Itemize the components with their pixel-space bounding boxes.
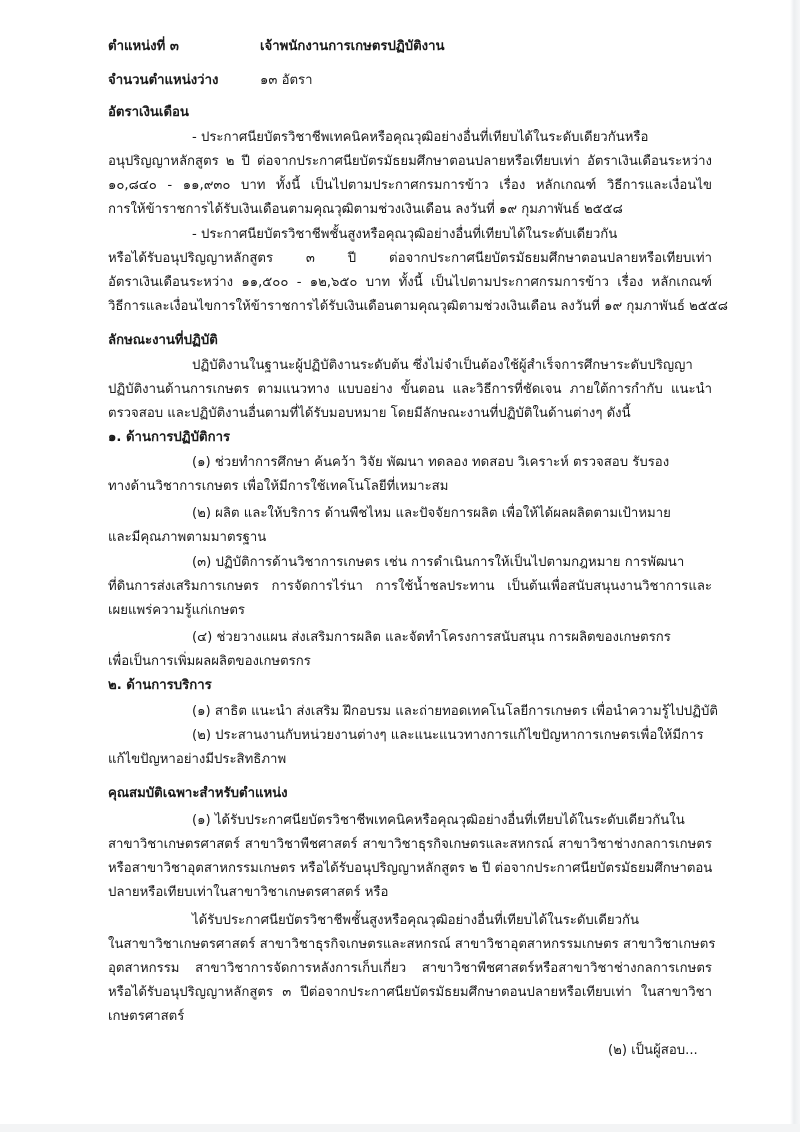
- services-heading: ๒. ด้านการบริการ: [108, 678, 212, 693]
- qualification-line: ได้รับประกาศนียบัตรวิชาชีพชั้นสูงหรือคุณวุฒิอย่างอื่นที่เทียบได้ในระดับเดียวกัน: [192, 913, 640, 928]
- salary-line: อัตราเงินเดือนระหว่าง ๑๑,๕๐๐ - ๑๒,๖๕๐ บาท ทั้งนี้ เป็นไปตามประกาศกรมการข้าว เรื่อง หลักเกณฑ์: [108, 275, 712, 290]
- operations-line: และมีคุณภาพตามมาตรฐาน: [108, 530, 267, 545]
- operations-line: (๒) ผลิต และให้บริการ ด้านพืชไหม และปัจจัยการผลิต เพื่อให้ได้ผลผลิตตามเป้าหมาย: [192, 506, 671, 521]
- qualifications-heading: คุณสมบัติเฉพาะสำหรับตำแหน่ง: [108, 786, 288, 801]
- qualification-line: (๑) ได้รับประกาศนียบัตรวิชาชีพเทคนิคหรือคุณวุฒิอย่างอื่นที่เทียบได้ในระดับเดียวกันใน: [192, 813, 685, 828]
- duties-intro-line: ปฏิบัติงานในฐานะผู้ปฏิบัติงานระดับต้น ซึ่งไม่จำเป็นต้องใช้ผู้สำเร็จการศึกษาระดับปริญญา: [192, 358, 693, 373]
- qualification-line: ในสาขาวิชาเกษตรศาสตร์ สาขาวิชาธุรกิจเกษตรและสหกรณ์ สาขาวิชาอุตสาหกรรมเกษตร สาขาวิชาเกษตร: [108, 937, 716, 952]
- salary-line: วิธีการและเงื่อนไขการให้ข้าราชการได้รับเงินเดือนตามคุณวุฒิตามช่วงเงินเดือน ลงวันที่ ๑๙ กุมภาพันธ์ ๒๕๕๘: [108, 299, 728, 314]
- page-bottom-edge: [0, 1124, 800, 1132]
- vacancy-row: [108, 70, 313, 93]
- page-continuation: (๒) เป็นผู้สอบ...: [608, 1043, 698, 1058]
- position-label: ตำแหน่งที่ ๓: [108, 39, 179, 54]
- qualification-line: อุตสาหกรรม สาขาวิชาการจัดการหลังการเก็บเกี่ยว สาขาวิชาพืชศาสตร์หรือสาขาวิชาช่างกลการเกษตร: [108, 961, 712, 976]
- salary-line: อนุปริญญาหลักสูตร ๒ ปี ต่อจากประกาศนียบัตรมัธยมศึกษาตอนปลายหรือเทียบเท่า อัตราเงินเดือนระหว่าง: [108, 154, 712, 169]
- operations-line: เผยแพร่ความรู้แก่เกษตร: [108, 603, 245, 618]
- qualification-line: หรือสาขาวิชาอุตสาหกรรมเกษตร หรือได้รับอนุปริญญาหลักสูตร ๒ ปี ต่อจากประกาศนียบัตรมัธยมศึกษาตอน: [108, 861, 713, 876]
- page-edge: [790, 0, 800, 1132]
- salary-line: หรือได้รับอนุปริญญาหลักสูตร ๓ ปี ต่อจากประกาศนียบัตรมัธยมศึกษาตอนปลายหรือเทียบเท่า: [108, 251, 712, 266]
- position-title: เจ้าพนักงานการเกษตรปฏิบัติงาน: [260, 39, 445, 54]
- position-row: [108, 36, 445, 59]
- qualification-line: สาขาวิชาเกษตรศาสตร์ สาขาวิชาพืชศาสตร์ สาขาวิชาธุรกิจเกษตรและสหกรณ์ สาขาวิชาช่างกลการเกษตร: [108, 837, 712, 852]
- duties-intro-line: ตรวจสอบ และปฏิบัติงานอื่นตามที่ได้รับมอบหมาย โดยมีลักษณะงานที่ปฏิบัติในด้านต่างๆ ดังนี้: [108, 406, 631, 421]
- salary-line: - ประกาศนียบัตรวิชาชีพชั้นสูงหรือคุณวุฒิอย่างอื่นที่เทียบได้ในระดับเดียวกัน: [192, 227, 618, 242]
- operations-heading: ๑. ด้านการปฏิบัติการ: [108, 430, 231, 445]
- salary-line: ๑๐,๘๔๐ - ๑๑,๙๓๐ บาท ทั้งนี้ เป็นไปตามประกาศกรมการข้าว เรื่อง หลักเกณฑ์ วิธีการและเงื่อนไข: [108, 178, 712, 193]
- operations-line: ที่ดินการส่งเสริมการเกษตร การจัดการไร่นา การใช้น้ำชลประทาน เป็นต้นเพื่อสนับสนุนงานวิชาการและ: [108, 579, 712, 594]
- salary-line: - ประกาศนียบัตรวิชาชีพเทคนิคหรือคุณวุฒิอย่างอื่นที่เทียบได้ในระดับเดียวกันหรือ: [192, 130, 649, 145]
- salary-line: การให้ข้าราชการได้รับเงินเดือนตามคุณวุฒิตามช่วงเงินเดือน ลงวันที่ ๑๙ กุมภาพันธ์ ๒๕๕๘: [108, 202, 623, 217]
- qualification-line: หรือได้รับอนุปริญญาหลักสูตร ๓ ปีต่อจากประกาศนียบัตรมัธยมศึกษาตอนปลายหรือเทียบเท่า ในสาขาวิชา: [108, 985, 712, 1000]
- services-line: แก้ไขปัญหาอย่างมีประสิทธิภาพ: [108, 752, 287, 767]
- services-line: (๑) สาธิต แนะนำ ส่งเสริม ฝึกอบรม และถ่ายทอดเทคโนโลยีการเกษตร เพื่อนำความรู้ไปปฏิบัติ: [192, 704, 718, 719]
- operations-line: (๔) ช่วยวางแผน ส่งเสริมการผลิต และจัดทำโครงการสนับสนุน การผลิตของเกษตรกร: [192, 630, 671, 645]
- duties-heading: ลักษณะงานที่ปฏิบัติ: [108, 333, 218, 348]
- salary-heading: อัตราเงินเดือน: [108, 105, 189, 120]
- operations-line: (๓) ปฏิบัติการด้านวิชาการเกษตร เช่น การดำเนินการให้เป็นไปตามกฎหมาย การพัฒนา: [192, 555, 685, 570]
- services-line: (๒) ประสานงานกับหน่วยงานต่างๆ และแนะแนวทางการแก้ไขปัญหาการเกษตรเพื่อให้มีการ: [192, 728, 704, 743]
- qualification-line: ปลายหรือเทียบเท่าในสาขาวิชาเกษตรศาสตร์ หรือ: [108, 885, 389, 900]
- duties-intro-line: ปฏิบัติงานด้านการเกษตร ตามแนวทาง แบบอย่าง ขั้นตอน และวิธีการที่ชัดเจน ภายใต้การกำกับ แนะนำ: [108, 382, 712, 397]
- qualification-line: เกษตรศาสตร์: [108, 1009, 185, 1024]
- vacancy-label: จำนวนตำแหน่งว่าง: [108, 73, 219, 88]
- operations-line: เพื่อเป็นการเพิ่มผลผลิตของเกษตรกร: [108, 654, 311, 669]
- operations-line: ทางด้านวิชาการเกษตร เพื่อให้มีการใช้เทคโนโลยีที่เหมาะสม: [108, 479, 449, 494]
- vacancy-value: ๑๓ อัตรา: [260, 73, 313, 88]
- operations-line: (๑) ช่วยทำการศึกษา ค้นคว้า วิจัย พัฒนา ทดลอง ทดสอบ วิเคราะห์ ตรวจสอบ รับรอง: [192, 455, 670, 470]
